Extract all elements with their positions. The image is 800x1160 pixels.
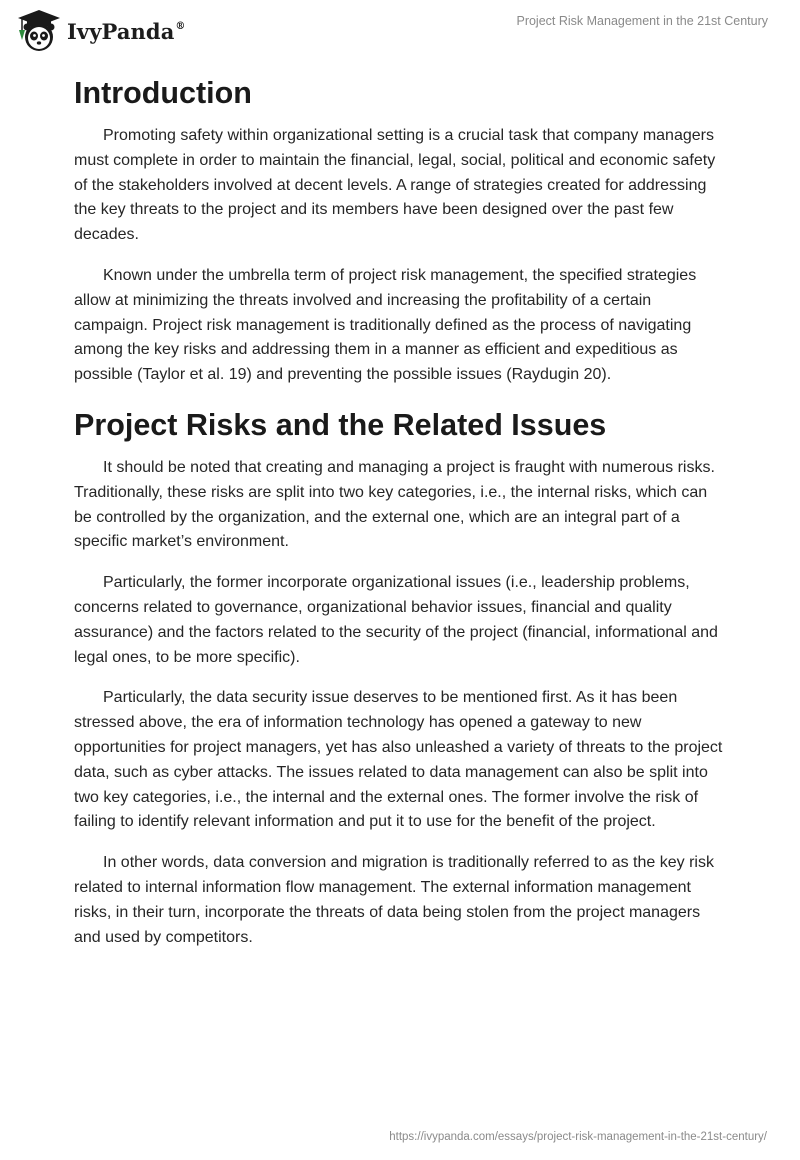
paragraph: Promoting safety within organizational setting is a crucial task that company managers must complete in order to maintain the financial, legal, social, political and economic safety of the stakeholders involved at decent levels. A range of strategies created for addressing the key threats to the project and its members have been designed over the past few decades. [74, 127, 716, 244]
section-heading-project-risks: Project Risks and the Related Issues [74, 407, 607, 442]
paragraph: In other words, data conversion and migration is traditionally referred to as the key risk related to internal information flow management. The external information management risks, in their turn, incorporate the threats of data being stolen from the project managers and used by competitors. [74, 854, 714, 946]
paragraph: It should be noted that creating and managing a project is fraught with numerous risks. Traditionally, these risks are split into two key categories, i.e., the internal risks, which can be controlled by the organization, and the external one, which are an integral part of a specific market’s environment. [74, 458, 715, 551]
paragraph: Particularly, the data security issue deserves to be mentioned first. As it has been stressed above, the era of information technology has opened a gateway to new opportunities for project managers, yet has also unleashed a variety of threats to the project data, such as cyber attacks. The issues related to data management can also be split into two key categories, i.e., the internal and the external ones. The former involve the risk of failing to identify relevant information and put it to use for the benefit of the project. [74, 689, 723, 831]
paragraph: Known under the umbrella term of project risk management, the specified strategies allow at minimizing the threats involved and increasing the profitability of a certain campaign. Project risk management is traditionally defined as the process of navigating among the key risks and addressing them in a manner as efficient and expeditious as possible (Taylor et al. 19) and preventing the possible issues (Raydugin 20). [74, 266, 697, 384]
section-heading-introduction: Introduction [74, 76, 252, 110]
page-header [0, 0, 800, 62]
running-title: Project Risk Management in the 21st Century [516, 14, 768, 28]
brand-name: IvyPanda® [67, 18, 186, 44]
essay-content [74, 70, 726, 966]
brand-logo[interactable] [16, 8, 186, 54]
panda-graduate-icon [16, 8, 62, 54]
paragraph: Particularly, the former incorporate organizational issues (i.e., leadership problems, concerns related to governance, organizational behavior issues, financial and quality assurance) and the factors related to the security of the project (financial, informational and legal ones, to be more specific). [74, 574, 718, 666]
source-url-link[interactable]: https://ivypanda.com/essays/project-risk-management-in-the-21st-century/ [389, 1131, 767, 1143]
